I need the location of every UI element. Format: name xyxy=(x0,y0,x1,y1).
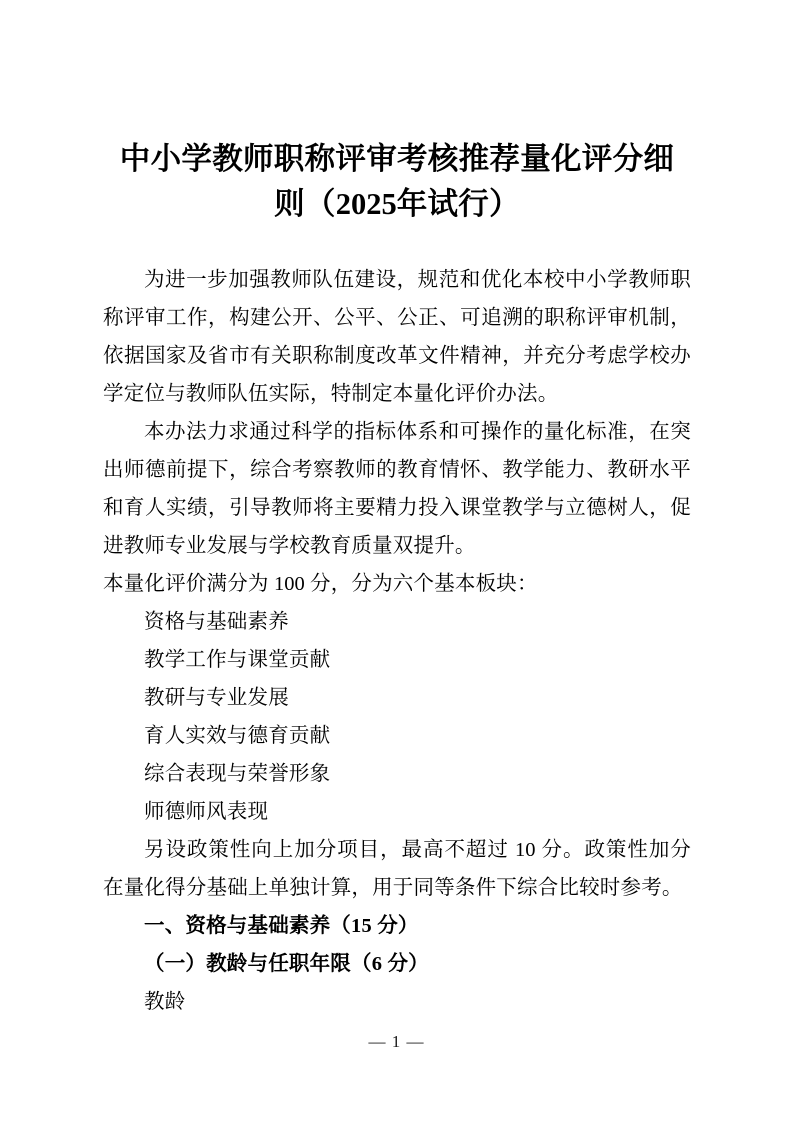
page-title xyxy=(103,0,691,227)
total-score-suffix: 分，分为六个基本板块： xyxy=(304,573,538,595)
heading-subsection-one: （一）教龄与任职年限（6 分） xyxy=(144,953,429,975)
page-title-line-2-suffix: 年试行） xyxy=(396,187,520,222)
paragraph-total-score xyxy=(103,565,691,603)
paragraph-purpose: 为进一步加强教师队伍建设，规范和优化本校中小学教师职称评审工作，构建公开、公平、公正、可追溯的职称评审机制，依据国家及省市有关职称制度改革文件精神，并充分考虑学校办学定位与教师队伍实际，特制定本量化评价办法。 xyxy=(103,269,691,405)
page-title-line-1: 中小学教师职称评审考核推荐量化评分细 xyxy=(119,142,675,177)
list-item: 教研与专业发展 xyxy=(144,687,289,709)
page-number-footer: — 1 — xyxy=(368,1032,425,1051)
list-item: 资格与基础素养 xyxy=(144,611,289,633)
list-item: 师德师风表现 xyxy=(144,801,269,823)
bonus-suffix: 分。政策性加分在量化得分基础上单独计算，用于同等条件下综合比较时参考。 xyxy=(103,839,691,899)
subsection-item-list xyxy=(103,983,691,1021)
list-item: 育人实效与德育贡献 xyxy=(144,725,331,747)
heading-section-one: 一、资格与基础素养（15 分） xyxy=(144,915,419,937)
list-item: 综合表现与荣誉形象 xyxy=(144,763,331,785)
paragraph-principles: 本办法力求通过科学的指标体系和可操作的量化标准，在突出师德前提下，综合考察教师的教育情怀、教学能力、教研水平和育人实绩，引导教师将主要精力投入课堂教学与立德树人，促进教师专业发展与学校教育质量双提升。 xyxy=(103,421,691,557)
page-title-year: 2025 xyxy=(335,187,397,221)
total-score-value: 100 xyxy=(273,573,305,595)
list-item: 教龄 xyxy=(144,991,186,1013)
section-module-list xyxy=(103,603,691,831)
list-item: 教学工作与课堂贡献 xyxy=(144,649,331,671)
bonus-score-value: 10 xyxy=(514,839,536,861)
page-title-line-2-prefix: 则（ xyxy=(274,187,336,222)
paragraph-policy-bonus xyxy=(103,831,691,907)
page-content xyxy=(103,0,691,1021)
total-score-prefix: 本量化评价满分为 xyxy=(103,573,274,595)
document-body xyxy=(103,261,691,1021)
bonus-prefix: 另设政策性向上加分项目，最高不超过 xyxy=(144,839,515,861)
